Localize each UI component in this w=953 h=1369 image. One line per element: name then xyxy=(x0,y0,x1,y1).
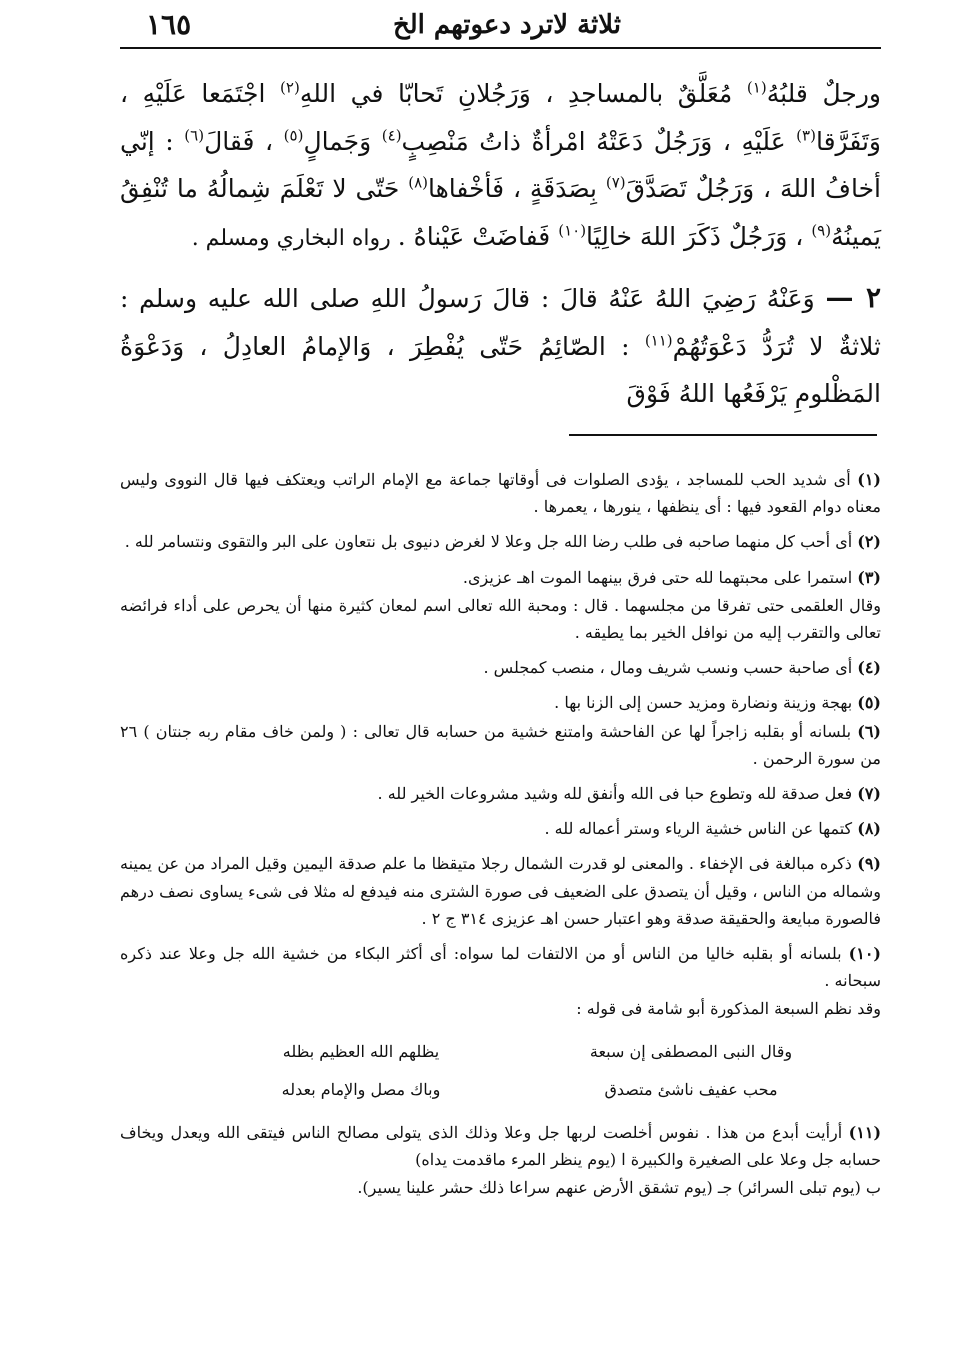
footnote-text: بهجة وزينة ونضارة ومزيد حسن إلى الزنا بها . xyxy=(554,693,858,713)
footnote-ref: (٢) xyxy=(280,78,300,97)
footnote-8 xyxy=(120,815,881,842)
footnote-text: ذكره مبالغة فى الإخفاء . والمعنى لو قدرت الشمال رجلا متيقظا ما علم صدقة اليمين وقيل المراد من عن يمينه وشماله من الناس ، وقيل أن يتصدق على الضعيف فى صورة الشترى منه فيدفع له مثلا فى شىء يساوى نصف درهم فالصورة مبايعة والحقيقة صدقة وهو اعتبار حسن اهـ عزيزى ٣١٤ ج ٢ . xyxy=(120,854,881,928)
footnote-number: (١) xyxy=(857,470,881,489)
page-number: ١٦٥ xyxy=(146,8,192,41)
footnote-5 xyxy=(120,689,881,716)
footnote-1 xyxy=(120,466,881,520)
footnote-ref: (١) xyxy=(746,78,767,97)
footnote-text: وقال العلقمى حتى تفرقا من مجلسهما . قال : ومحبة الله تعالى اسم لمعان كثيرة منها أن يحرص على أداء فرائضه تعالى والتقرب إليه من نوافل الخير بما يطيقه . xyxy=(120,595,881,643)
text-run: عَلَيْهِ ، وَرَجُلٌ دَعَتْهُ امْرأةٌ ذاتُ مَنْصِبٍ xyxy=(401,126,797,156)
text-run: : الصّائِمُ حَتّى يُفْطِرَ ، وَالإمامُ العادِلُ ، وَدَعْوَةُ المَظْلومِ يَرْفَعُها اللهُ فَوْقَ xyxy=(120,331,881,408)
footnote-ref: (٨) xyxy=(408,173,428,192)
text-run: ورجلٌ قلبُهُ xyxy=(766,79,881,108)
text-run: مُعَلَّقٌ بالمساجدِ ، وَرَجُلانِ تَحابّا في اللهِ xyxy=(299,79,747,108)
footnote-3-continued xyxy=(120,592,881,646)
footnote-7 xyxy=(120,780,881,807)
text-run: ، فَقالَ xyxy=(204,126,284,156)
footnote-ref: (٦) xyxy=(184,126,205,145)
footnote-number: (١١) xyxy=(848,1122,882,1142)
poem-line xyxy=(226,1071,826,1109)
page-header xyxy=(120,6,881,46)
hadith-number: ٢ — xyxy=(825,281,882,314)
footnote-number: (٨) xyxy=(857,819,881,839)
footnote-text: بلسانه أو بقلبه زاجراً لها عن الفاحشة وامتنع خشية من حسابه قال تعالى : ( ولمن خاف مقام ربه جنتان ) ٢٦ من سورة الرحمن . xyxy=(120,721,881,768)
text-run: فَفاضَتْ عَيْناهُ . xyxy=(397,221,559,251)
poem-line xyxy=(226,1033,826,1071)
poem-intro: وقد نظم السبعة المذكورة أبو شامة فى قوله : xyxy=(576,999,881,1019)
footnote-text: بلسانه أو بقلبه خاليا من الناس أو من الالتفات لما سواه: أى أكثر البكاء من خشية الله جل وعلا عند ذكره سبحانه . xyxy=(120,944,881,991)
footnote-text: أى شديد الحب للمساجد ، يؤدى الصلوات فى أوقاتها جماعة مع الإمام الراتب ويعتكف فيها قال النووى وليس معناه دوام القعود فيها : أى ينظفها ، ينورها ، يعمرها . xyxy=(120,470,881,517)
text-run: : إنّي أخافُ اللهَ ، وَرَجُلٌ تَصَدَّقَ xyxy=(120,126,881,203)
poem-hemistich: وباك مصل والإمام بعدله xyxy=(281,1079,441,1099)
footnote-divider xyxy=(569,434,877,436)
footnotes xyxy=(120,466,881,1346)
footnote-text: أرأيت أبدع من هذا . نفوس أخلصت لربها جل وعلا وذلك الذى يتولى مصالح الناس فيتقى الله ويعدل ويخاف حسابه جل وعلا على الصغيرة والكبيرة ا (يوم ينظر المرء ماقدمت يداه) xyxy=(120,1122,881,1169)
footnote-number: (٥) xyxy=(857,693,881,713)
poem-hemistich: محب عفيف ناشئ متصدق xyxy=(604,1079,778,1099)
footnote-number: (٧) xyxy=(857,784,881,804)
running-title: ثلاثة لاترد دعوتهم الخ xyxy=(392,10,621,40)
footnote-number: (٢) xyxy=(857,532,881,552)
footnote-ref: (١١) xyxy=(644,331,673,350)
hadith-1-continuation xyxy=(120,70,881,262)
main-text xyxy=(120,70,881,410)
poem-hemistich: يظلهم الله العظيم بظله xyxy=(282,1041,440,1061)
text-run: بِصَدَقَةٍ ، فَأخْفاها xyxy=(428,174,606,203)
text-run: ، وَرَجُلٌ ذَكَرَ اللهَ خالِيًا xyxy=(586,221,812,251)
footnote-text: استمرا على محبتهما لله حتى فرق بينهما الموت اهـ عزيزى. xyxy=(462,567,858,587)
footnote-number: (٣) xyxy=(857,567,881,587)
footnote-ref: (١٠) xyxy=(558,221,587,240)
footnote-11-end: ب (يوم تبلى السرائر) جـ (يوم تشقق الأرض عنهم سراعا ذلك حشر علينا يسير). xyxy=(357,1178,881,1198)
text-run: اجْتَمَعا عَلَيْهِ ، وَتَفَرَّقا xyxy=(120,79,881,156)
poem xyxy=(226,1033,826,1109)
hadith-2 xyxy=(120,274,881,418)
footnote-4 xyxy=(120,654,881,681)
footnote-ref: (٤) xyxy=(381,126,402,145)
footnote-6 xyxy=(120,718,881,772)
footnote-number: (٦) xyxy=(857,721,881,741)
footnote-ref: (٩) xyxy=(811,221,832,240)
footnote-3 xyxy=(120,564,881,591)
hadith-source: رواه البخاري ومسلم . xyxy=(191,225,398,251)
footnote-number: (١٠) xyxy=(848,944,881,964)
footnote-text: أى صاحبة حسب ونسب شريف ومال ، منصب كمجلس . xyxy=(483,658,858,678)
footnote-ref: (٧) xyxy=(605,173,626,192)
footnote-ref: (٥) xyxy=(283,126,304,145)
footnote-ref: (٣) xyxy=(796,126,816,145)
footnote-2 xyxy=(120,528,881,555)
footnote-11 xyxy=(120,1119,881,1173)
footnote-10 xyxy=(120,940,881,994)
footnote-text: كتمها عن الناس خشية الرياء وستر أعماله لله . xyxy=(544,819,858,839)
text-run: وَجَمالٍ xyxy=(303,126,382,156)
footnote-text: فعل صدقة لله وتطوع حبا فى الله وأنفق لله وشيد مشروعات الخير لله . xyxy=(377,784,858,804)
text-run: حَتّى لا تَعْلَمَ شِمالُهُ ما تُنْفِقُ يَمينُهُ xyxy=(120,174,881,251)
poem-hemistich: وقال النبى المصطفى إن سبعة xyxy=(589,1041,793,1061)
text-run: وَعَنْهُ رَضِيَ اللهُ عَنْهُ قالَ : قالَ رَسولُ اللهِ صلى الله عليه وسلم : ثلاثةٌ لا تُرَدُّ دَعْوَتُهُمْ xyxy=(120,284,881,361)
footnote-9 xyxy=(120,850,881,932)
footnote-text: أى أحب كل منهما صاحبه فى طلب رضا الله جل وعلا لا لغرض دنيوى بل نتعاون على البر والتقوى ونتسامر لله . xyxy=(124,532,858,552)
footnote-number: (٩) xyxy=(857,854,881,874)
header-rule xyxy=(120,47,881,49)
footnote-number: (٤) xyxy=(857,658,881,678)
